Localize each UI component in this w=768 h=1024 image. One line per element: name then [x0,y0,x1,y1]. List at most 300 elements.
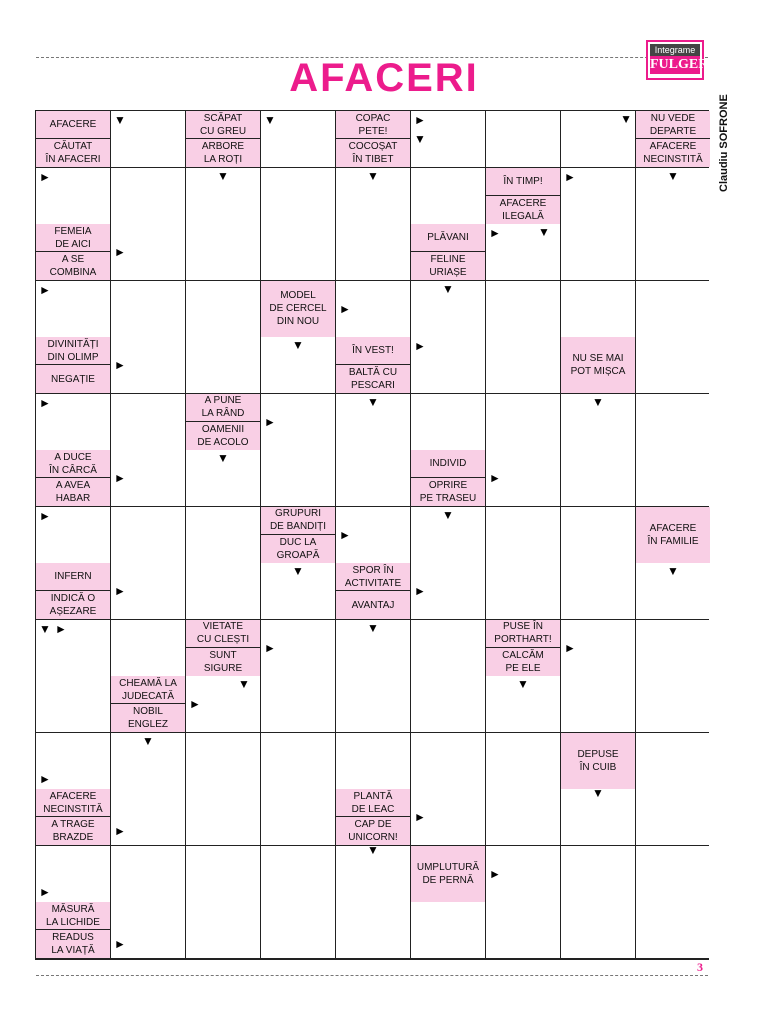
answer-cell[interactable] [261,450,335,506]
answer-cell[interactable] [486,902,560,958]
clue-cell [486,620,560,676]
answer-cell[interactable] [486,111,560,167]
arrow-down-icon: ▼ [238,677,250,691]
arrow-down-icon: ▼ [367,168,379,183]
clue-text-line: DIN NOU [276,316,320,327]
answer-cell[interactable] [261,224,335,280]
clue-text-line: ÎN FAMILIE [647,535,699,547]
arrow-down-icon: ▼ [414,132,426,146]
answer-cell[interactable] [36,281,110,337]
answer-cell[interactable] [186,507,260,563]
answer-cell[interactable] [186,337,260,393]
answer-cell[interactable] [261,620,335,676]
answer-cell[interactable] [561,846,635,902]
arrow-right-icon: ► [564,169,576,184]
answer-cell[interactable] [261,168,335,224]
answer-cell[interactable] [486,676,560,732]
answer-cell[interactable] [561,450,635,506]
clue-text-line: AVANTAJ [351,599,395,611]
clue-full [261,281,335,337]
clue-text-line: UMPLUTURĂ [416,861,480,873]
logo-line-2: FULGER [650,57,709,72]
answer-cell[interactable] [111,224,185,280]
clue-text-line: INFERN [54,571,92,582]
answer-cell[interactable] [486,846,560,902]
answer-cell[interactable] [486,789,560,845]
answer-cell[interactable] [111,450,185,506]
answer-cell[interactable] [411,733,485,789]
arrow-right-icon: ► [39,508,51,523]
clue-text-line: LA LICHIDE [46,916,100,928]
clue-bottom [486,648,560,676]
answer-cell[interactable] [636,789,710,845]
arrow-down-icon: ▼ [114,113,126,127]
clue-cell [36,337,110,393]
clue-text-line: PUSE ÎN [502,621,543,632]
answer-cell[interactable] [336,620,410,676]
clue-top [36,450,110,478]
answer-cell[interactable] [336,224,410,280]
author-credit: Claudiu SOFRONE [718,94,730,192]
answer-cell[interactable] [636,450,710,506]
clue-text-line: READUS [52,932,94,943]
clue-bottom [186,139,260,167]
clue-text-line: DIN OLIMP [47,351,99,363]
clue-bottom [111,704,185,732]
clue-text-line: GRUPURI [274,508,322,519]
answer-cell[interactable] [111,507,185,563]
clue-text-line: NECINSTITĂ [643,154,703,165]
answer-cell[interactable] [561,563,635,619]
answer-cell[interactable] [411,676,485,732]
arrow-down-icon: ▼ [367,845,379,857]
clue-text-line: LA ROȚI [203,154,243,165]
clue-text-line: NOBIL [132,706,163,717]
clue-text-line: AFACERE [49,790,97,802]
answer-cell[interactable] [36,507,110,563]
clue-text-line: BALTĂ CU [348,367,398,378]
clue-text-line: ILEGALĂ [502,210,544,222]
answer-cell[interactable] [111,620,185,676]
answer-cell[interactable] [111,846,185,902]
answer-cell[interactable] [336,733,410,789]
arrow-right-icon: ► [264,640,276,655]
answer-cell[interactable] [636,846,710,902]
answer-cell[interactable] [411,337,485,393]
answer-cell[interactable] [336,450,410,506]
clue-text-line: MĂSURĂ [51,903,95,915]
page-number: 3 [697,960,703,974]
clue-text-line: ACTIVITATE [344,577,402,589]
answer-cell[interactable] [186,224,260,280]
answer-cell[interactable] [36,168,110,224]
clue-bottom [36,139,110,167]
clue-bottom [186,422,260,450]
answer-cell[interactable] [261,337,335,393]
clue-text-line: OAMENII [201,423,245,435]
clue-top [36,563,110,591]
clue-text-line: CALCĂM [502,649,544,661]
answer-cell[interactable] [186,450,260,506]
bottom-dotted-rule [36,975,708,976]
answer-cell[interactable] [561,507,635,563]
clue-top [36,789,110,817]
clue-text-line: NU VEDE [650,112,696,124]
clue-cell [261,507,335,563]
arrow-right-icon: ► [489,866,501,881]
clue-cell [636,111,710,167]
clue-top [36,111,110,139]
clue-text-line: ÎN VEST! [352,345,394,356]
clue-bottom [36,365,110,393]
answer-cell[interactable] [186,281,260,337]
arrow-right-icon: ► [114,245,126,259]
clue-top [186,620,260,648]
clue-text-line: LA RÂND [201,408,245,419]
clue-text-line: ÎN CÂRCĂ [49,464,97,476]
clue-cell [186,111,260,167]
arrow-right-icon: ► [414,339,426,353]
clue-text-line: CĂUTAT [53,141,93,152]
clue-text-line: UNICORN! [348,832,398,843]
answer-cell[interactable] [636,563,710,619]
answer-cell[interactable] [36,846,110,902]
clue-cell [36,902,110,958]
clue-text-line: AFACERE [649,522,697,534]
clue-text-line: POT MIȘCA [570,366,626,377]
clue-cell [561,337,635,393]
answer-cell[interactable] [261,563,335,619]
answer-cell[interactable] [261,846,335,902]
clue-cell [636,507,710,563]
clue-text-line: INDIVID [429,458,467,469]
clue-text-line: PLANTĂ [353,790,393,802]
answer-cell[interactable] [186,733,260,789]
clue-bottom [336,365,410,393]
clue-text-line: DE ACOLO [197,436,249,448]
clue-text-line: VIETATE [202,621,244,632]
clue-top [336,337,410,365]
answer-cell[interactable] [486,563,560,619]
arrow-down-icon: ▼ [517,677,529,691]
arrow-down-icon: ▼ [217,168,229,183]
answer-cell[interactable] [411,168,485,224]
answer-cell[interactable] [411,281,485,337]
answer-cell[interactable] [636,733,710,789]
answer-cell[interactable] [336,394,410,450]
clue-text-line: CAP DE [354,819,392,830]
arrow-right-icon: ► [264,414,276,429]
answer-cell[interactable] [486,733,560,789]
answer-cell[interactable] [561,676,635,732]
answer-cell[interactable] [111,789,185,845]
answer-cell[interactable] [186,563,260,619]
answer-cell[interactable] [336,281,410,337]
answer-cell[interactable] [411,111,485,167]
clue-text-line: PESCARI [351,380,395,391]
arrow-right-icon: ► [114,937,126,951]
clue-bottom [336,139,410,167]
clue-bottom [186,648,260,676]
answer-cell[interactable] [561,168,635,224]
arrow-down-icon: ▼ [142,733,154,748]
clue-full [411,846,485,902]
answer-cell[interactable] [261,394,335,450]
clue-text-line: DE LEAC [351,803,395,815]
clue-text-line: COMBINA [49,267,97,278]
arrow-right-icon: ► [55,621,67,636]
answer-cell[interactable] [336,902,410,958]
answer-cell[interactable] [111,902,185,958]
arrow-right-icon: ► [39,169,51,184]
answer-cell[interactable] [111,168,185,224]
clue-text-line: SIGURE [203,662,243,674]
answer-cell[interactable] [261,789,335,845]
clue-bottom [261,535,335,563]
clue-text-line: ARBORE [201,141,245,152]
clue-text-line: HABAR [55,493,91,504]
answer-cell[interactable] [486,507,560,563]
clue-cell [36,224,110,280]
clue-top [336,111,410,139]
answer-cell[interactable] [261,111,335,167]
answer-cell[interactable] [36,394,110,450]
arrow-right-icon: ► [114,584,126,598]
clue-text-line: SUNT [209,649,237,661]
answer-cell[interactable] [636,394,710,450]
answer-cell[interactable] [561,902,635,958]
arrow-down-icon: ▼ [264,113,276,127]
clue-bottom [636,139,710,167]
clue-text-line: ÎN TIMP! [503,175,543,187]
answer-cell[interactable] [636,281,710,337]
clue-text-line: DIVINITĂȚI [47,338,99,350]
answer-cell[interactable] [486,394,560,450]
answer-cell[interactable] [186,902,260,958]
clue-text-line: A DUCE [54,451,92,463]
answer-cell[interactable] [561,111,635,167]
arrow-down-icon: ▼ [620,112,632,126]
arrow-down-icon: ▼ [217,451,229,465]
arrow-right-icon: ► [489,471,501,485]
clue-full [561,337,635,393]
answer-cell[interactable] [111,337,185,393]
answer-cell[interactable] [561,394,635,450]
answer-cell[interactable] [411,620,485,676]
answer-cell[interactable] [186,789,260,845]
clue-text-line: CU CLEȘTI [196,634,250,645]
clue-text-line: DEPARTE [649,125,697,137]
clue-top [411,224,485,252]
clue-text-line: A SE [61,254,85,265]
clue-text-line: PE TRASEU [419,493,477,504]
answer-cell[interactable] [111,394,185,450]
clue-text-line: ÎN AFACERI [45,154,101,165]
clue-cell [261,281,335,337]
clue-text-line: DE AICI [55,238,91,250]
clue-cell [186,620,260,676]
arrow-down-icon: ▼ [592,394,604,409]
arrow-down-icon: ▼ [667,564,679,578]
arrow-right-icon: ► [489,226,501,240]
clue-top [261,507,335,535]
clue-text-line: CU GREU [199,125,247,137]
answer-cell[interactable] [561,281,635,337]
clue-text-line: SCĂPAT [203,112,243,124]
clue-cell [36,563,110,619]
clue-text-line: AȘEZARE [49,606,97,617]
clue-cell [111,676,185,732]
clue-text-line: NU SE MAI [572,353,624,364]
answer-cell[interactable] [561,620,635,676]
answer-cell[interactable] [261,733,335,789]
answer-cell[interactable] [561,789,635,845]
arrow-right-icon: ► [114,358,126,372]
arrow-right-icon: ► [414,113,426,127]
answer-cell[interactable] [111,281,185,337]
answer-cell[interactable] [561,224,635,280]
clue-top [36,337,110,365]
clue-bottom [411,252,485,280]
answer-cell[interactable] [36,676,110,732]
clue-text-line: OPRIRE [428,480,468,491]
clue-top [36,902,110,930]
answer-cell[interactable] [111,111,185,167]
answer-cell[interactable] [486,224,560,280]
clue-cell [336,337,410,393]
answer-cell[interactable] [111,733,185,789]
answer-cell[interactable] [336,168,410,224]
answer-cell[interactable] [36,620,110,676]
clue-cell [186,394,260,450]
answer-cell[interactable] [186,846,260,902]
arrow-right-icon: ► [114,824,126,838]
logo-line-1: Integrame [650,44,700,56]
page-title: AFACERI [289,56,479,100]
clue-text-line: PE ELE [505,662,541,674]
clue-text-line: URIAȘE [429,267,467,278]
clue-bottom [36,591,110,619]
arrow-down-icon: ▼ [592,789,604,800]
arrow-down-icon: ▼ [367,394,379,409]
clue-top [111,676,185,704]
clue-cell [336,789,410,845]
answer-cell[interactable] [486,281,560,337]
clue-text-line: LA VIAȚĂ [51,945,95,956]
arrow-down-icon: ▼ [442,281,454,296]
answer-cell[interactable] [636,168,710,224]
answer-cell[interactable] [186,168,260,224]
clue-cell [486,168,560,224]
clue-text-line: PLĂVANI [427,232,469,243]
arrow-right-icon: ► [39,282,51,297]
clue-text-line: AFACERE [499,197,547,209]
answer-cell[interactable] [336,507,410,563]
clue-text-line: A TRAGE [51,819,95,830]
clue-cell [411,450,485,506]
answer-cell[interactable] [636,902,710,958]
clue-text-line: ÎN TIBET [352,154,394,165]
clue-text-line: COCOȘAT [348,141,398,152]
answer-cell[interactable] [636,676,710,732]
clue-top [411,450,485,478]
clue-text-line: CHEAMĂ LA [119,677,177,689]
crossword-grid [35,110,709,960]
clue-text-line: MODEL [280,290,316,301]
clue-cell [336,563,410,619]
arrow-right-icon: ► [339,527,351,542]
clue-text-line: AFACERE [649,141,697,152]
clue-text-line: AFACERE [49,119,97,130]
answer-cell[interactable] [111,563,185,619]
answer-cell[interactable] [186,676,260,732]
arrow-down-icon: ▼ [292,564,304,578]
clue-cell [36,789,110,845]
clue-text-line: PORTHART! [494,634,552,645]
answer-cell[interactable] [486,450,560,506]
clue-top [486,168,560,196]
clue-bottom [336,591,410,619]
clue-bottom [336,817,410,845]
clue-text-line: DUC LA [279,536,317,548]
arrow-down-icon: ▼ [667,168,679,183]
answer-cell[interactable] [336,846,410,902]
arrow-down-icon: ▼ [367,620,379,635]
clue-full [636,507,710,563]
answer-cell[interactable] [411,902,485,958]
answer-cell[interactable] [261,902,335,958]
answer-cell[interactable] [36,733,110,789]
clue-text-line: PETE! [358,125,388,137]
clue-top [186,111,260,139]
clue-text-line: DE PERNĂ [422,874,474,886]
clue-text-line: DE CERCEL [269,303,327,314]
answer-cell[interactable] [636,620,710,676]
clue-full [561,733,635,789]
arrow-right-icon: ► [339,301,351,316]
clue-cell [36,111,110,167]
clue-bottom [486,196,560,224]
clue-text-line: DE BANDIȚI [269,521,327,532]
clue-bottom [36,252,110,280]
clue-cell [411,224,485,280]
answer-cell[interactable] [336,676,410,732]
clue-top [186,394,260,422]
answer-cell[interactable] [411,394,485,450]
clue-top [336,789,410,817]
clue-text-line: JUDECATĂ [121,690,175,702]
clue-text-line: ENGLEZ [127,719,168,730]
clue-text-line: GROAPĂ [276,549,320,561]
clue-cell [561,733,635,789]
answer-cell[interactable] [411,507,485,563]
arrow-right-icon: ► [39,884,51,899]
answer-cell[interactable] [486,337,560,393]
clue-text-line: COPAC [355,112,391,124]
arrow-down-icon: ▼ [39,621,51,636]
answer-cell[interactable] [261,676,335,732]
answer-cell[interactable] [636,337,710,393]
arrow-right-icon: ► [564,640,576,655]
clue-bottom [411,478,485,506]
clue-text-line: A AVEA [55,480,91,491]
clue-text-line: FEMEIA [54,225,92,237]
clue-text-line: NECINSTITĂ [43,803,103,815]
answer-cell[interactable] [636,224,710,280]
clue-bottom [36,817,110,845]
answer-cell[interactable] [411,563,485,619]
answer-cell[interactable] [411,789,485,845]
